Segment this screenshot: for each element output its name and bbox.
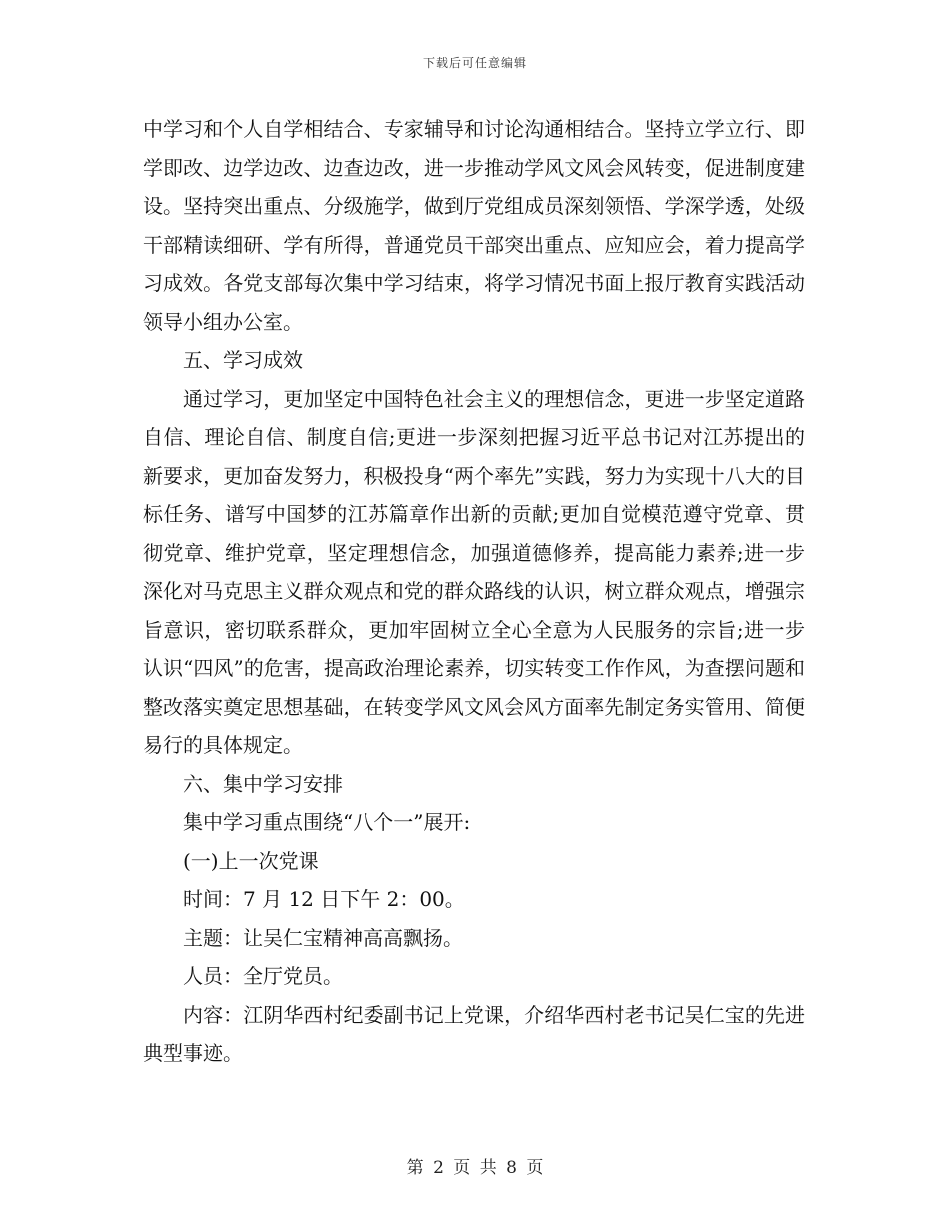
- paragraph-study-results: 通过学习，更加坚定中国特色社会主义的理想信念，更进一步坚定道路自信、理论自信、制度自信;更进一步深刻把握习近平总书记对江苏提出的新要求，更加奋发努力，积极投身“两个率先”实践，努力为实现十八大的目标任务、谱写中国梦的江苏篇章作出新的贡献;更加自觉模范遵守党章、贯彻党章、维护党章，坚定理想信念，加强道德修养，提高能力素养;进一步深化对马克思主义群众观点和党的群众路线的认识，树立群众观点，增强宗旨意识，密切联系群众，更加牢固树立全心全意为人民服务的宗旨;进一步认识“四风”的危害，提高政治理论素养，切实转变工作作风，为查摆问题和整改落实奠定思想基础，在转变学风文风会风方面率先制定务实管用、简便易行的具体规定。: [143, 386, 805, 757]
- header-note: 下载后可任意编辑: [422, 56, 527, 70]
- detail-time: 时间：7 月 12 日下午 2：00。: [183, 887, 465, 911]
- paragraph-study-focus: 集中学习重点围绕“八个一”展开:: [183, 810, 471, 834]
- page-indicator: 第 2 页 共 8 页: [406, 1158, 544, 1178]
- section-heading-five: 五、学习成效: [183, 348, 303, 372]
- list-item-party-lesson: (一)上一次党课: [183, 848, 319, 873]
- detail-people: 人员：全厅党员。: [183, 964, 343, 988]
- detail-theme: 主题：让吴仁宝精神高高飘扬。: [183, 925, 463, 950]
- paragraph-study-method: 中学习和个人自学相结合、专家辅导和讨论沟通相结合。坚持立学立行、即学即改、边学边改、边查边改，进一步推动学风文风会风转变，促进制度建设。坚持突出重点、分级施学，做到厅党组成员深刻领悟、学深学透，处级干部精读细研、学有所得，普通党员干部突出重点、应知应会，着力提高学习成效。各党支部每次集中学习结束，将学习情况书面上报厅教育实践活动领导小组办公室。: [143, 117, 805, 334]
- document-body: [143, 110, 805, 1073]
- detail-content: 内容：江阴华西村纪委副书记上党课，介绍华西村老书记吴仁宝的先进典型事迹。: [143, 1002, 805, 1065]
- section-heading-six: 六、集中学习安排: [183, 771, 343, 796]
